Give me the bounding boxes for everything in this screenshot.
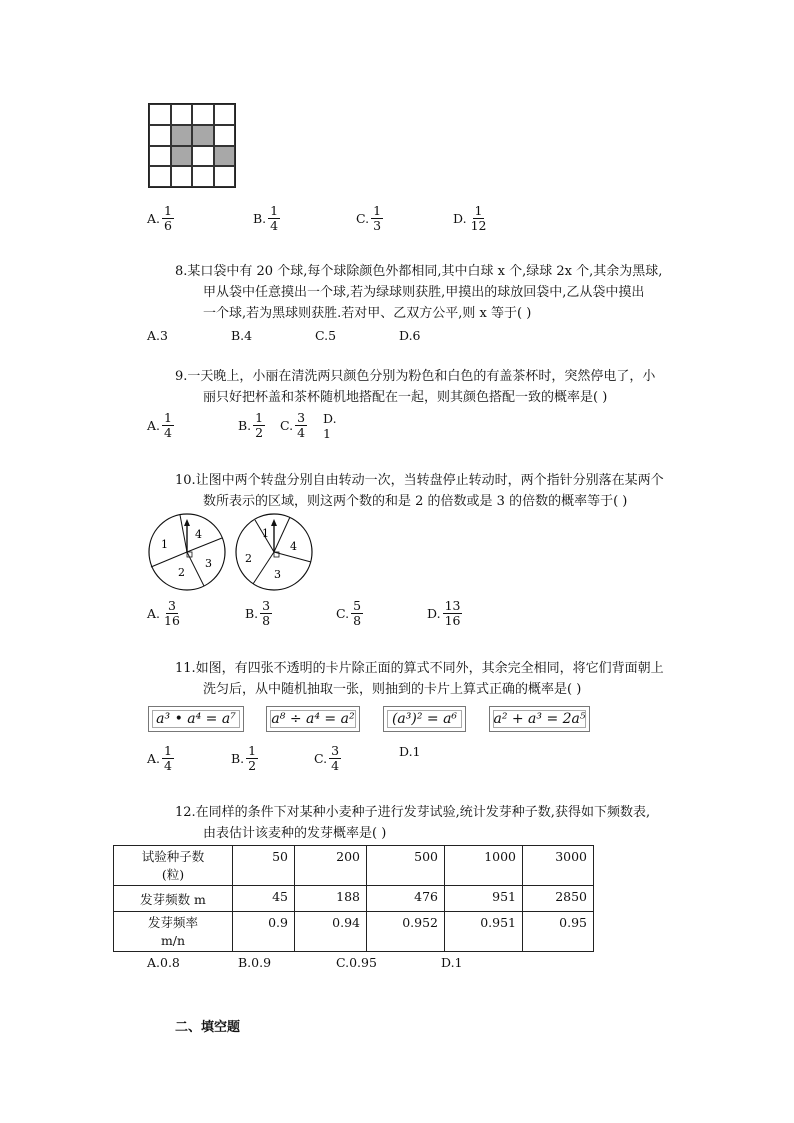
q7-option-c-fraction [371, 204, 383, 233]
q11-option-c[interactable] [314, 744, 341, 773]
q7-option-a-num: 1 [164, 203, 172, 218]
q11-option-d-text: D.1 [399, 744, 421, 759]
q7-option-b-num: 1 [270, 203, 279, 218]
spinner-2-number: 3 [274, 568, 281, 581]
spinner-2-pointer-head [271, 519, 277, 526]
q11-card-3[interactable]: (a³)² = a⁶ [383, 706, 466, 732]
table-cell: 3000 [523, 846, 594, 886]
table-cell: 0.951 [445, 912, 523, 952]
grid-cell [149, 146, 171, 167]
table-cell: 50 [233, 846, 295, 886]
q8-option-a[interactable]: A.3 [147, 328, 168, 343]
grid-cell [192, 166, 214, 187]
q10-option-d[interactable] [427, 599, 462, 628]
q12-option-a[interactable]: A.0.8 [147, 955, 180, 970]
q11-option-a-num: 1 [164, 743, 172, 758]
q8-stem [175, 261, 715, 324]
spinner-2-divider [253, 552, 274, 584]
q7-option-b-letter: B. [253, 211, 267, 226]
q10-option-a[interactable] [147, 599, 182, 628]
q11-option-b[interactable] [231, 744, 258, 773]
grid-cell [171, 125, 193, 146]
q10-option-c[interactable] [336, 599, 363, 628]
q7-option-a-den: 6 [164, 218, 172, 233]
q12-option-b[interactable]: B.0.9 [238, 955, 272, 970]
q9-option-b-fraction [253, 411, 265, 440]
q8-option-c[interactable]: C.5 [315, 328, 337, 343]
q10-line2: 数所表示的区域，则这两个数的和是 2 的倍数或是 3 的倍数的概率等于( ) [203, 494, 628, 509]
spinner-1-divider [187, 538, 222, 552]
q11-card-2[interactable]: a⁸ ÷ a⁴ = a² [266, 706, 360, 732]
spinner-1-number: 2 [178, 566, 185, 579]
table-cell: 951 [445, 886, 523, 912]
q10-option-d-den: 16 [444, 613, 461, 628]
row1-label-a: 试验种子数 [141, 848, 205, 864]
q7-option-d-fraction [469, 204, 489, 233]
table-row-label [114, 912, 233, 952]
q9-option-b-den: 2 [255, 425, 264, 440]
q9-line2: 丽只好把杯盖和茶杯随机地搭配在一起，则其颜色搭配一致的概率是( ) [203, 390, 608, 405]
q11-option-a-fraction [162, 744, 174, 773]
q12-stem [175, 802, 715, 844]
spinner-2-divider [274, 517, 290, 552]
grid-cell [171, 166, 193, 187]
q9-option-c-letter: C. [280, 418, 294, 433]
spinner-1-divider [180, 515, 187, 552]
q10-option-a-letter: A. [147, 606, 161, 621]
grid-cell [214, 146, 236, 167]
q7-option-b-fraction [268, 204, 280, 233]
grid-cell [171, 146, 193, 167]
grid-cell [149, 166, 171, 187]
q11-stem [175, 658, 715, 700]
q11-option-b-fraction [246, 744, 258, 773]
row3-label-a: 发芽频率 [147, 914, 198, 930]
table-row [114, 912, 594, 952]
table-cell: 0.9 [233, 912, 295, 952]
spinner-1-divider [151, 552, 187, 567]
q7-option-c-den: 3 [373, 218, 382, 233]
q9-option-c-den: 4 [297, 425, 306, 440]
q7-option-c-num: 1 [373, 203, 382, 218]
row3-label-b: m/n [160, 932, 186, 948]
q7-option-d-letter: D. [453, 211, 467, 226]
row1-label-b: (粒) [161, 866, 185, 882]
q10-option-b-num: 3 [262, 598, 271, 613]
spinner-2-number: 1 [262, 527, 269, 540]
q8-line2: 甲从袋中任意摸出一个球,若为绿球则获胜,甲摸出的球放回袋中,乙从袋中摸出 [203, 285, 645, 300]
q12-option-d[interactable]: D.1 [441, 955, 463, 970]
grid-cell [214, 125, 236, 146]
spinner-2-number: 2 [245, 552, 252, 565]
q9-option-b-num: 1 [255, 410, 264, 425]
q11-option-b-letter: B. [231, 751, 245, 766]
spinner-2-number: 4 [290, 540, 297, 553]
q9-line1: 9.一天晚上，小丽在清洗两只颜色分别为粉色和白色的有盖茶杯时，突然停电了，小 [175, 369, 656, 384]
grid-cell [192, 146, 214, 167]
q9-option-d[interactable] [323, 411, 337, 441]
table-cell: 0.952 [367, 912, 445, 952]
q7-option-a-fraction [162, 204, 174, 233]
q8-option-b[interactable]: B.4 [231, 328, 253, 343]
grid-cell [171, 104, 193, 125]
grid-cell [214, 104, 236, 125]
q10-stem [175, 470, 715, 512]
q12-option-c[interactable]: C.0.95 [336, 955, 377, 970]
q7-option-c-letter: C. [356, 211, 370, 226]
q11-option-d[interactable] [399, 744, 421, 759]
q10-option-a-den: 16 [164, 613, 180, 628]
q7-option-a-letter: A. [147, 211, 161, 226]
table-cell: 500 [367, 846, 445, 886]
q9-option-a-fraction [162, 411, 174, 440]
q11-card-1[interactable]: a³ • a⁴ = a⁷ [148, 706, 244, 732]
q11-line2: 洗匀后，从中随机抽取一张，则抽到的卡片上算式正确的概率是( ) [203, 682, 582, 697]
spinner-1-number: 4 [195, 528, 202, 541]
table-row [114, 886, 594, 912]
q11-option-a-den: 4 [164, 758, 172, 773]
q12-line1: 12.在同样的条件下对某种小麦种子进行发芽试验,统计发芽种子数,获得如下频数表, [175, 805, 651, 820]
q10-option-c-den: 8 [353, 613, 362, 628]
q10-option-c-fraction [351, 599, 363, 628]
table-cell: 188 [295, 886, 367, 912]
q11-option-c-fraction [329, 744, 341, 773]
section-title: 二、填空题 [175, 1020, 241, 1035]
grid-cell [192, 125, 214, 146]
q10-spinners-figure [140, 510, 330, 594]
q7-option-d[interactable] [453, 204, 488, 233]
q7-option-d-den: 12 [470, 218, 487, 233]
table-row-label [114, 846, 233, 886]
table-cell: 0.94 [295, 912, 367, 952]
grid-cell [214, 166, 236, 187]
q10-option-a-num: 3 [167, 598, 176, 613]
q10-option-c-letter: C. [336, 606, 350, 621]
q9-option-a-letter: A. [147, 418, 161, 433]
q10-option-b-fraction [260, 599, 272, 628]
q12-frequency-table [113, 845, 594, 952]
q11-option-c-letter: C. [314, 751, 328, 766]
q12-line2: 由表估计该麦种的发芽概率是( ) [203, 826, 387, 841]
q9-option-c[interactable] [280, 411, 307, 440]
q8-line3: 一个球,若为黑球则获胜.若对甲、乙双方公平,则 x 等于( ) [203, 306, 532, 321]
q10-option-d-num: 13 [444, 598, 461, 613]
q11-option-a[interactable] [147, 744, 174, 773]
spinner-1-pointer-head [184, 519, 190, 526]
q9-option-d-text: D. 1 [323, 411, 337, 441]
table-cell: 2850 [523, 886, 594, 912]
q11-option-a-letter: A. [147, 751, 161, 766]
q11-option-b-num: 1 [248, 743, 257, 758]
q10-option-b-letter: B. [245, 606, 259, 621]
grid-cell [149, 104, 171, 125]
q10-option-c-num: 5 [353, 598, 362, 613]
q10-option-a-fraction [162, 599, 182, 628]
q8-option-d[interactable]: D.6 [399, 328, 421, 343]
q10-option-d-letter: D. [427, 606, 441, 621]
q11-option-c-num: 3 [331, 743, 340, 758]
table-row [114, 846, 594, 886]
q7-option-b-den: 4 [270, 218, 279, 233]
q9-stem [175, 366, 715, 408]
q7-grid-figure [148, 103, 236, 188]
q11-line1: 11.如图，有四张不透明的卡片除正面的算式不同外，其余完全相同，将它们背面朝上 [175, 661, 664, 676]
spinner-2 [236, 514, 312, 590]
q11-option-c-den: 4 [331, 758, 340, 773]
q7-option-b[interactable] [253, 204, 280, 233]
q10-option-b-den: 8 [262, 613, 271, 628]
spinner-1-number: 3 [205, 557, 212, 570]
q7-option-a[interactable] [147, 204, 174, 233]
q10-option-b[interactable] [245, 599, 272, 628]
q7-option-d-num: 1 [474, 203, 483, 218]
grid-cell [149, 125, 171, 146]
q11-option-b-den: 2 [248, 758, 257, 773]
table-cell: 476 [367, 886, 445, 912]
q11-card-4[interactable]: a² + a³ = 2a⁵ [489, 706, 590, 732]
table-row-label: 发芽频数 m [114, 886, 233, 912]
spinner-2-divider [274, 552, 311, 562]
q9-option-c-fraction [295, 411, 307, 440]
spinner-1-number: 1 [161, 538, 168, 551]
q9-option-a[interactable] [147, 411, 174, 440]
q9-option-a-den: 4 [164, 425, 172, 440]
q8-line1: 8.某口袋中有 20 个球,每个球除颜色外都相同,其中白球 x 个,绿球 2x 个,其余为黑球, [175, 264, 663, 279]
q7-option-c[interactable] [356, 204, 383, 233]
grid-cell [192, 104, 214, 125]
q10-line1: 10.让图中两个转盘分别自由转动一次，当转盘停止转动时，两个指针分别落在某两个 [175, 473, 664, 488]
q9-option-b-letter: B. [238, 418, 252, 433]
table-cell: 200 [295, 846, 367, 886]
table-cell: 0.95 [523, 912, 594, 952]
q9-option-a-num: 1 [164, 410, 172, 425]
q9-option-c-num: 3 [297, 410, 306, 425]
spinner-1 [149, 514, 225, 590]
table-cell: 45 [233, 886, 295, 912]
table-cell: 1000 [445, 846, 523, 886]
q10-option-d-fraction [443, 599, 463, 628]
q9-option-b[interactable] [238, 411, 265, 440]
